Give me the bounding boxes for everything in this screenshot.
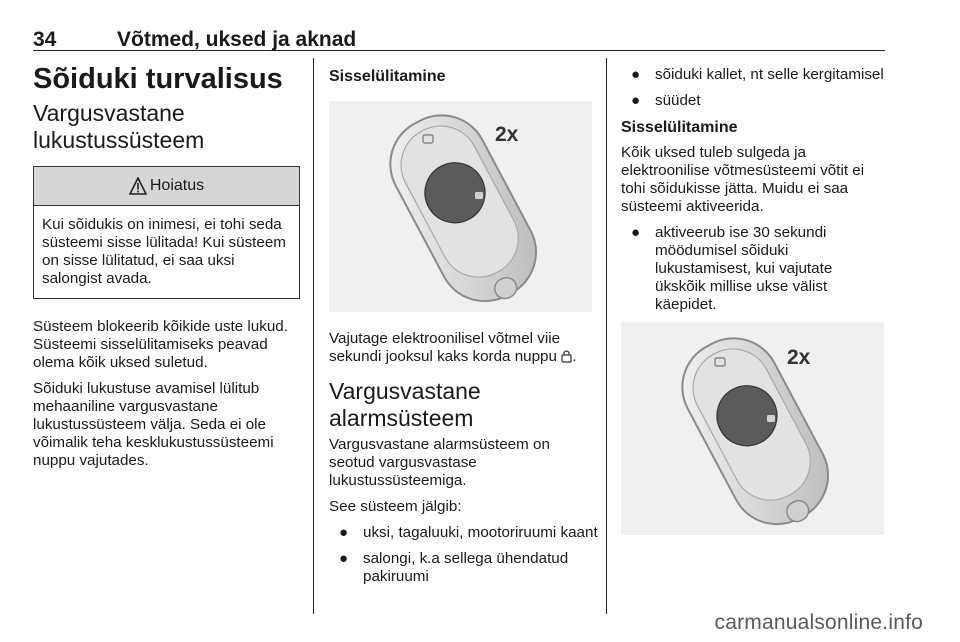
warning-header	[34, 167, 299, 206]
lock-icon	[561, 350, 572, 363]
paragraph: See süsteem jälgib:	[329, 498, 462, 515]
column-right	[621, 58, 887, 535]
subsection-heading: Vargusvastane lukustussüsteem	[33, 100, 205, 153]
watermark: carmanualsonline.info	[714, 611, 923, 634]
key-fob-figure	[621, 322, 884, 535]
page-header	[33, 26, 885, 51]
bullet-list	[621, 66, 887, 110]
paragraph: Kõik uksed tuleb sulgeda ja elektroonilise võtmesüsteemi võtit ei tohi sõidukisse jätta. Muidu ei saa süsteemi aktiveerida.	[621, 144, 865, 215]
column-left	[33, 58, 300, 478]
page-number: 34	[33, 28, 57, 51]
paragraph: Vargusvastane alarmsüsteem on seotud vargusvastase lukustussüsteemiga.	[329, 436, 550, 489]
subsection-heading: Vargusvastane alarmsüsteem	[329, 378, 481, 431]
warning-triangle-icon	[129, 177, 147, 195]
key-fob-figure	[329, 101, 592, 312]
running-title: Võtmed, uksed ja aknad	[117, 28, 357, 51]
warning-box	[33, 166, 300, 299]
bullet-list	[329, 524, 599, 586]
paragraph: Vajutage elektroonilisel võtmel viie sekundi jooksul kaks korda nuppu .	[329, 330, 577, 365]
subheading: Sisselülitamine	[621, 119, 738, 136]
paragraph: Süsteem blokeerib kõikide uste lukud. Süsteemi sisselülitamiseks peavad olema kõik uksed suletud.	[33, 318, 288, 371]
section-heading: Sõiduki turvalisus	[33, 63, 283, 95]
column-middle	[329, 58, 599, 594]
column-divider	[313, 58, 314, 614]
list-item: ● süüdet	[631, 92, 701, 109]
paragraph: Sõiduki lukustuse avamisel lülitub mehaaniline vargusvastane lukustussüsteem välja. Seda ei ole võimalik teha kesklukustussüsteemi nuppu vajutades.	[33, 380, 274, 469]
warning-label: Hoiatus	[149, 177, 205, 194]
key-fob-illustration	[329, 101, 592, 312]
press-twice-label: 2x	[787, 346, 811, 369]
bullet-list	[621, 224, 887, 314]
key-fob-illustration	[621, 322, 884, 535]
column-divider	[606, 58, 607, 614]
list-item: ● aktiveerub ise 30 sekundi möödumisel sõiduki lukustamisest, kui vajutate ükskõik millise ukse välist käepidet.	[631, 224, 833, 313]
list-item: ● sõiduki kallet, nt selle kergitamisel	[631, 66, 884, 83]
subheading: Sisselülitamine	[329, 68, 446, 85]
list-item: ● salongi, k.a sellega ühendatud pakiruumi	[339, 550, 569, 585]
warning-text: Kui sõidukis on inimesi, ei tohi seda süsteemi sisse lülitada! Kui süsteem on sisse lülitatud, ei saa uksi salongist avada.	[42, 216, 286, 287]
press-twice-label: 2x	[495, 123, 519, 146]
list-item: ● uksi, tagaluuki, mootoriruumi kaant	[339, 524, 598, 541]
